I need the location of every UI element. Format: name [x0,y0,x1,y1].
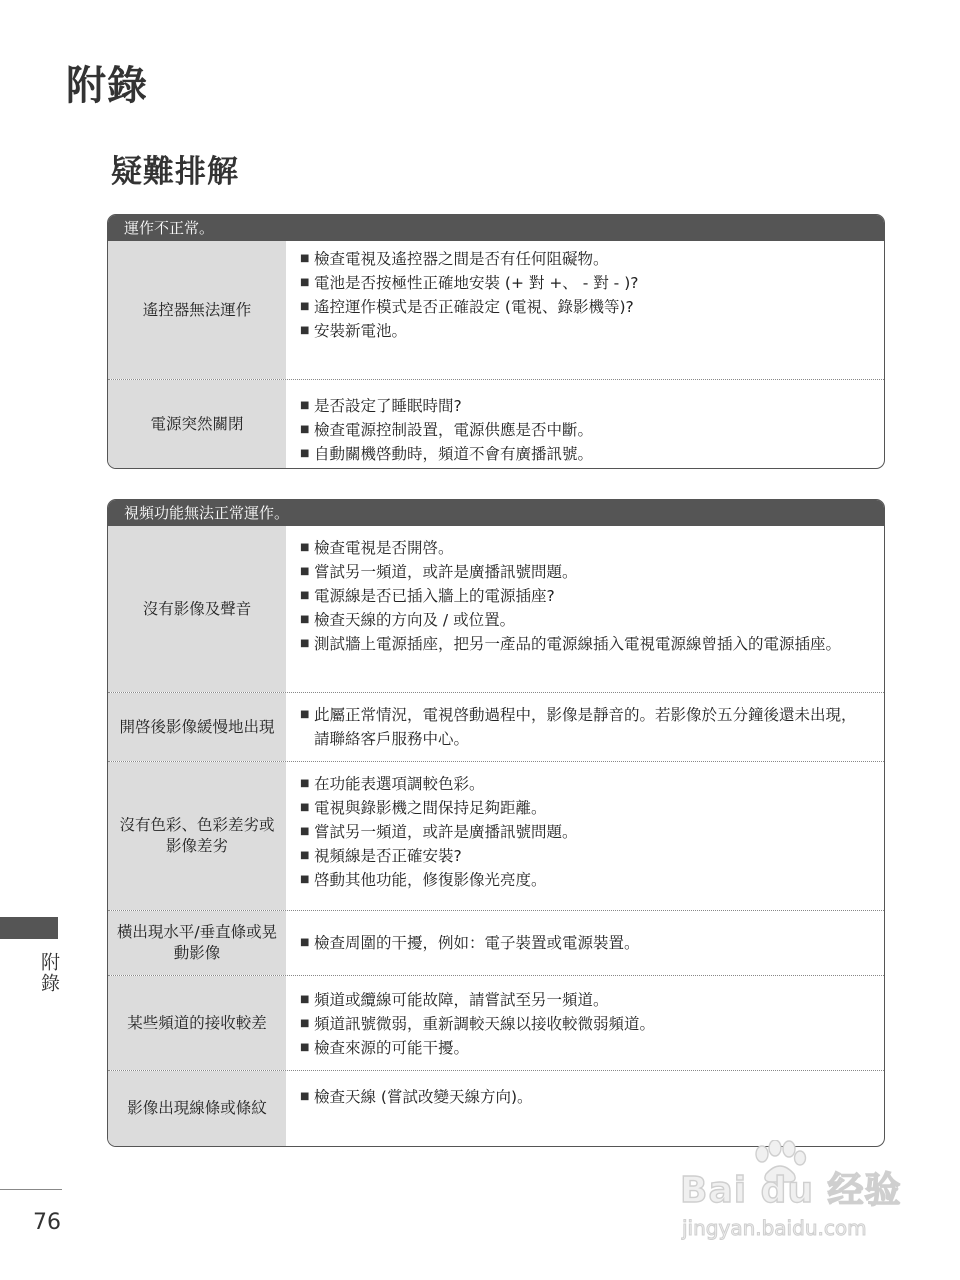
row-content [290,241,884,379]
list-item: ■ 啓動其他功能，修復影像光亮度。 [300,868,860,892]
list-item: ■ 視頻線是否正確安裝? [300,844,860,868]
list-item: ■ 電源線是否已插入牆上的電源插座? [300,584,860,608]
list-item: ■ 安裝新電池。 [300,319,860,343]
panel-operation [107,214,885,469]
row-label: 某些頻道的接收較差 [108,976,290,1070]
list-item: ■ 檢查電視是否開啓。 [300,536,860,560]
list-item: ■ 電池是否按極性正確地安裝 (+ 對 +、 - 對 - )? [300,271,860,295]
watermark-logo: Bai du 经验 [680,1170,902,1211]
list-item: ■ 嘗試另一頻道，或許是廣播訊號問題。 [300,560,860,584]
table-row [108,761,884,910]
row-label: 影像出現線條或條紋 [108,1071,290,1146]
list-item: ■ 在功能表選項調較色彩。 [300,772,860,796]
row-content [290,1071,884,1146]
list-item: ■ 測試牆上電源插座，把另一產品的電源線插入電視電源線曾插入的電源插座。 [300,632,860,656]
list-item: ■ 是否設定了睡眠時間? [300,394,860,418]
row-label: 沒有色彩、色彩差劣或影像差劣 [108,762,290,910]
page-number: 76 [33,1210,61,1235]
section-title: 疑難排解 [111,154,239,190]
row-label: 電源突然關閉 [108,380,290,468]
table-row [108,526,884,692]
table-row [108,1070,884,1146]
row-label: 開啓後影像緩慢地出現 [108,693,290,761]
table-row [108,975,884,1070]
list-item: ■ 頻道或纜線可能故障，請嘗試至另一頻道。 [300,988,860,1012]
list-item: ■ 檢查天線 (嘗試改變天線方向)。 [300,1085,860,1109]
list-item: ■ 電視與錄影機之間保持足夠距離。 [300,796,860,820]
watermark [680,1140,910,1255]
list-item: ■ 嘗試另一頻道，或許是廣播訊號問題。 [300,820,860,844]
row-content [290,380,884,468]
list-item: ■ 自動關機啓動時，頻道不會有廣播訊號。 [300,442,860,466]
row-content [290,976,884,1070]
row-content [290,911,884,975]
panel-header: 運作不正常。 [108,215,884,241]
list-item: ■ 檢查天線的方向及 / 或位置。 [300,608,860,632]
row-label: 橫出現水平/垂直條或晃動影像 [108,911,290,975]
table-row [108,910,884,975]
panel-header: 視頻功能無法正常運作。 [108,500,884,526]
row-label: 遙控器無法運作 [108,241,290,379]
list-item: ■ 此屬正常情況，電視啓動過程中，影像是靜音的。若影像於五分鐘後還未出現，請聯絡客戶服務中心。 [300,703,860,751]
chapter-title: 附錄 [66,63,148,109]
page-rule [0,1189,62,1190]
list-item: ■ 檢查來源的可能干擾。 [300,1036,860,1060]
row-content [290,693,884,761]
panel-video [107,499,885,1147]
list-item: ■ 檢查周圍的干擾，例如：電子裝置或電源裝置。 [300,931,860,955]
row-content [290,762,884,910]
side-tab-label: 附錄 [38,952,60,994]
list-item: ■ 檢查電源控制設置，電源供應是否中斷。 [300,418,860,442]
side-tab-bar [0,917,58,939]
row-content [290,526,884,692]
list-item: ■ 檢查電視及遙控器之間是否有任何阻礙物。 [300,247,860,271]
row-label: 沒有影像及聲音 [108,526,290,692]
watermark-url: jingyan.baidu.com [682,1216,867,1240]
table-row [108,241,884,379]
table-row [108,379,884,468]
table-row [108,692,884,761]
list-item: ■ 頻道訊號微弱，重新調較天線以接收較微弱頻道。 [300,1012,860,1036]
list-item: ■ 遙控運作模式是否正確設定 (電視、錄影機等)? [300,295,860,319]
